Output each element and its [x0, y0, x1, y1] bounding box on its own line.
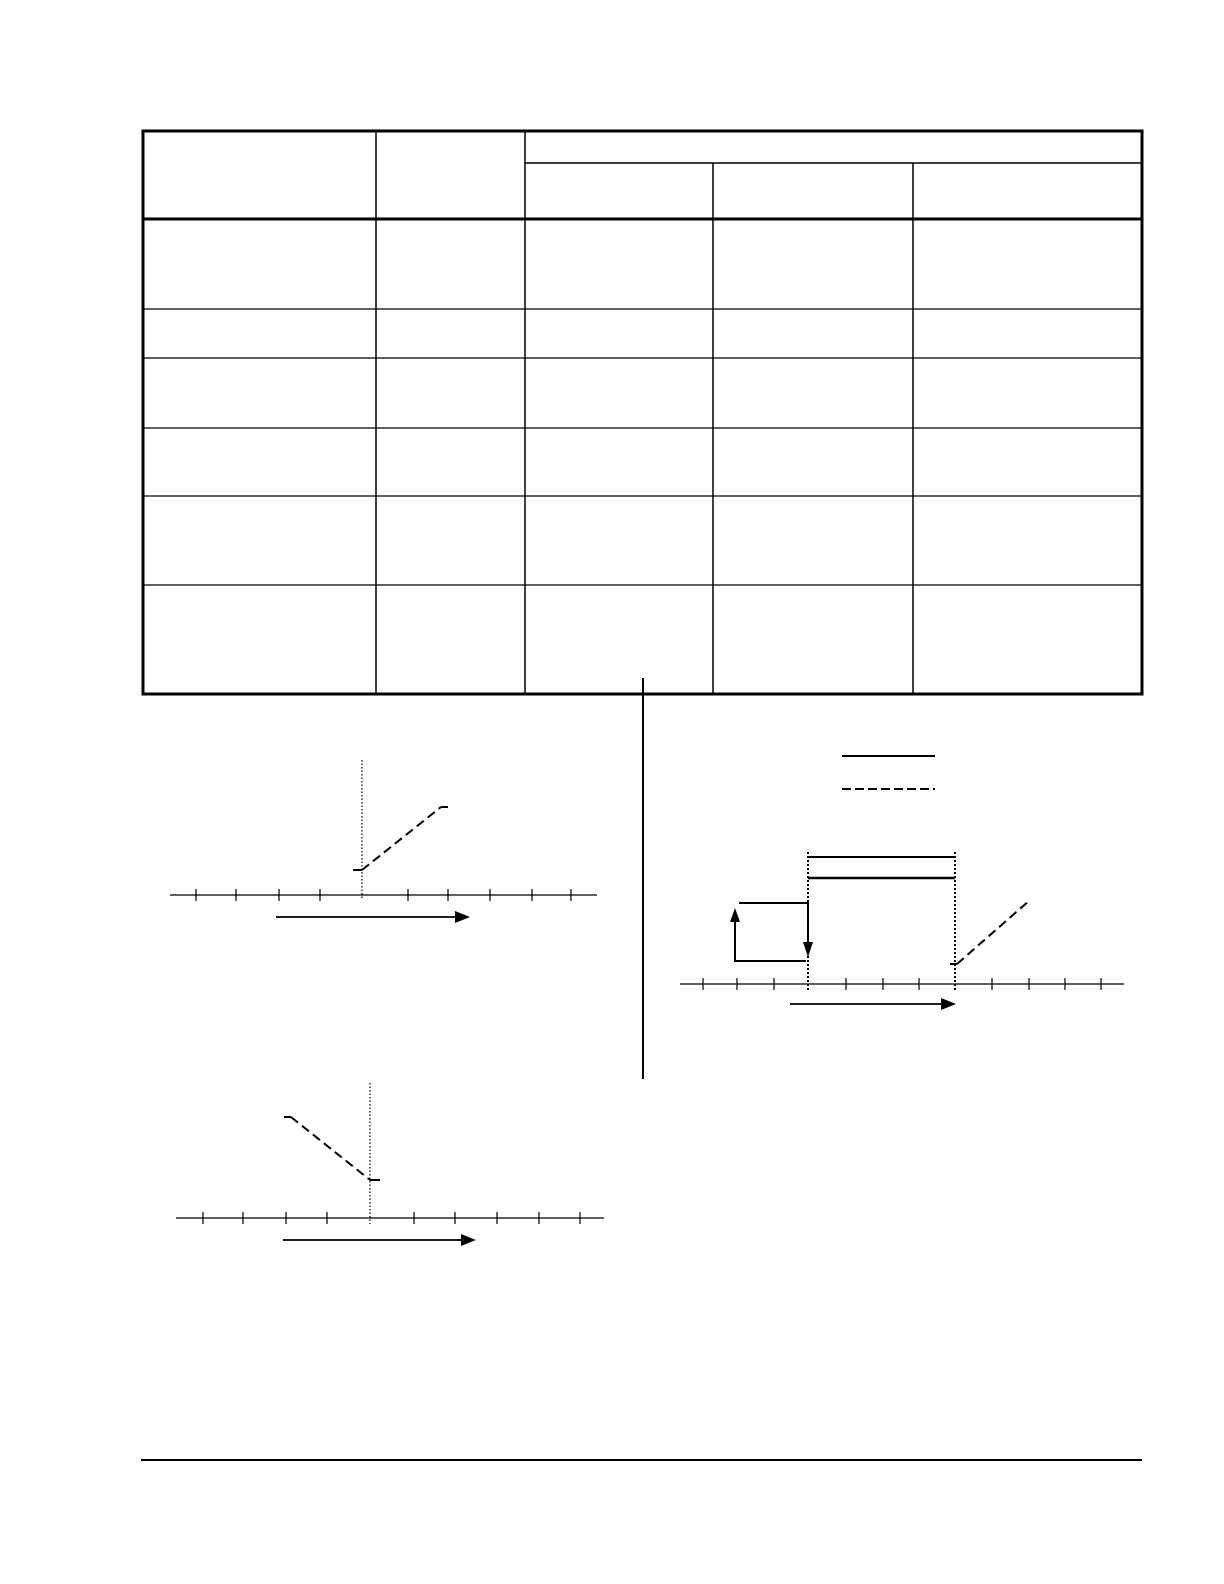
loop-up-arrowhead [730, 908, 740, 922]
graph-top-left [170, 760, 597, 923]
dashed-rising-curve [362, 807, 441, 870]
dashed-rising-curve [957, 900, 1030, 964]
graph-right [680, 756, 1124, 1010]
loop-down-arrowhead [803, 942, 813, 957]
dashed-falling-curve [291, 1117, 370, 1180]
direction-arrowhead [941, 998, 956, 1010]
graph-bottom-left [176, 1083, 604, 1246]
table-outer-border [143, 131, 1142, 694]
direction-arrowhead [455, 911, 470, 923]
spec-table [143, 131, 1142, 694]
loop-bottom-segment [735, 920, 806, 961]
loop-top-segment [739, 903, 808, 945]
direction-arrowhead [461, 1234, 476, 1246]
